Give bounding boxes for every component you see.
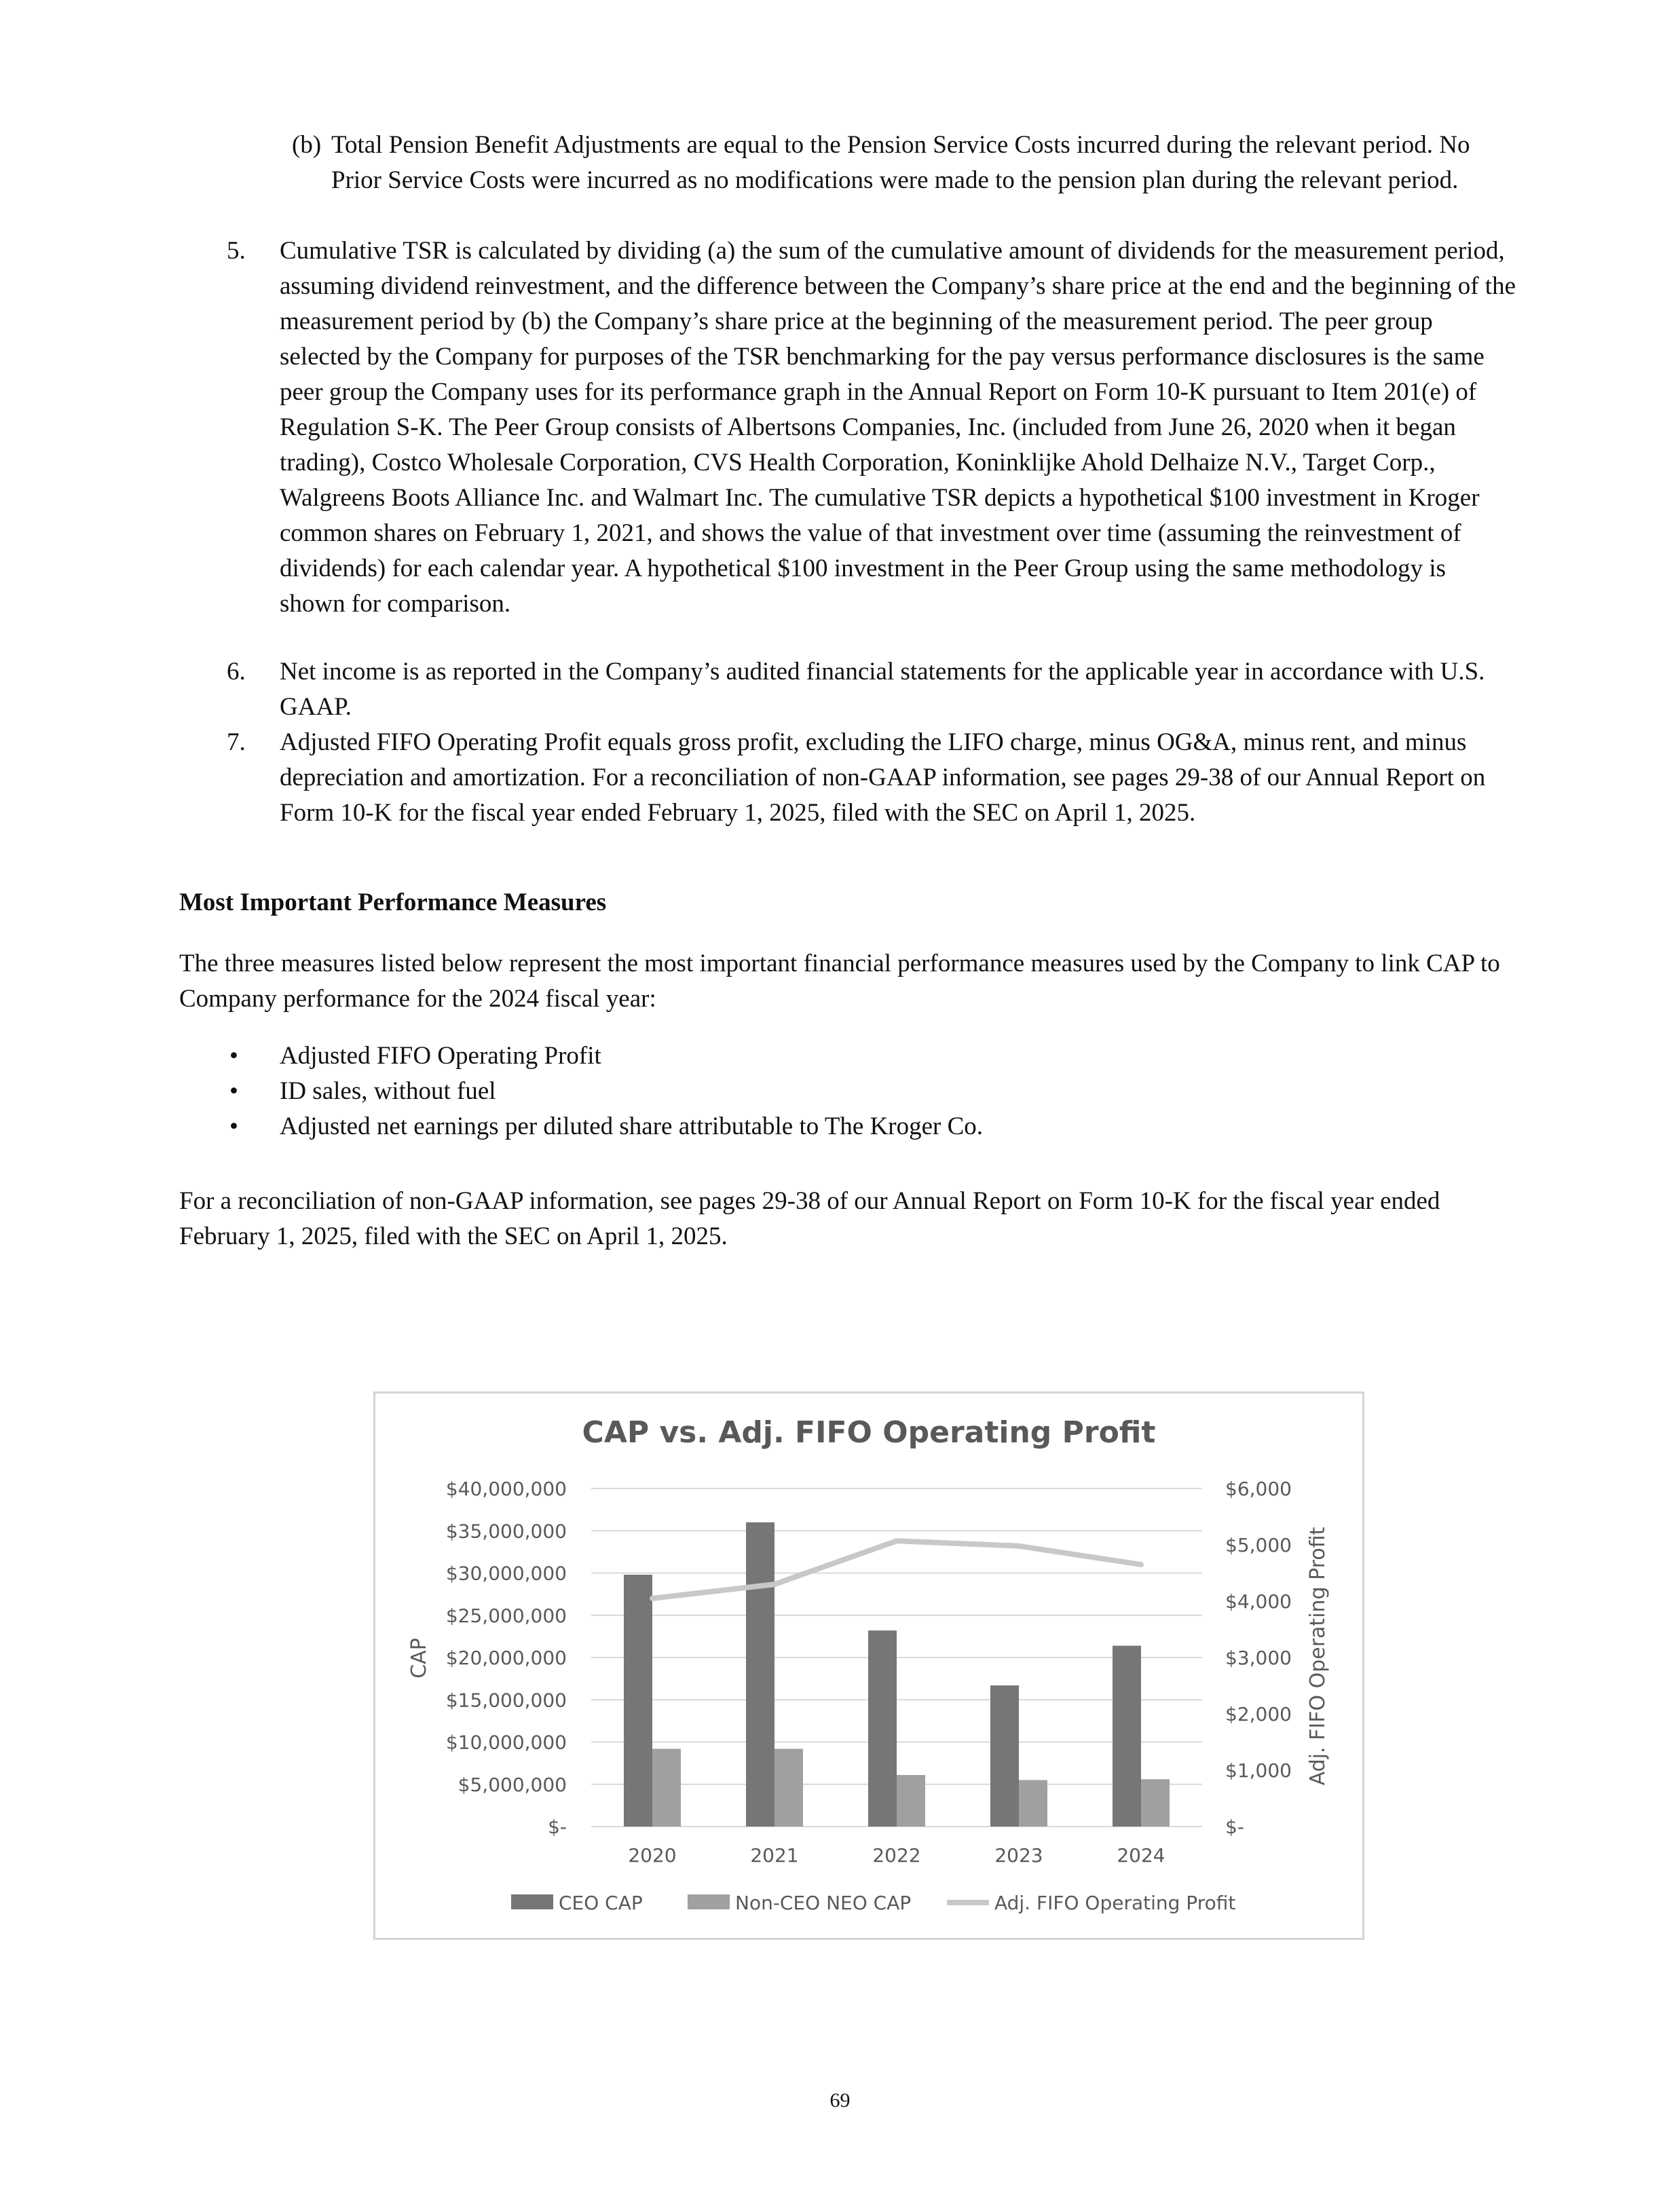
y2-tick-label: $4,000 [1225, 1590, 1292, 1613]
list-item-text: ID sales, without fuel [280, 1077, 496, 1105]
footnote-text: Adjusted FIFO Operating Profit equals gross profit, excluding the LIFO charge, minus OG&A, minus rent, and minus depreciation and amortization. For a reconciliation of non-GAAP information, see pages 29-38 of our Annual Report on Form 10-K for the fiscal year ended February 1, 2025, filed with the SEC on April 1, 2025. [280, 728, 1486, 827]
bar-non-ceo-neo-cap [774, 1748, 803, 1827]
x-tick-label: 2024 [1117, 1844, 1165, 1867]
footnote-item-b [292, 128, 1507, 198]
bullet-icon: • [229, 1042, 238, 1070]
list-item [227, 1109, 983, 1144]
bar-non-ceo-neo-cap [897, 1775, 925, 1827]
bar-ceo-cap [990, 1685, 1019, 1827]
bar-non-ceo-neo-cap [1019, 1780, 1047, 1827]
y-tick-label: $30,000,000 [445, 1562, 567, 1585]
legend-label: Adj. FIFO Operating Profit [994, 1892, 1236, 1914]
bar-non-ceo-neo-cap [1141, 1779, 1170, 1827]
page-number: 69 [829, 2089, 851, 2112]
y2-tick-label: $1,000 [1225, 1759, 1292, 1782]
list-item [227, 1074, 496, 1109]
y2-axis-label: Adj. FIFO Operating Profit [1306, 1527, 1330, 1786]
list-item-text: Adjusted FIFO Operating Profit [280, 1042, 601, 1070]
footnote-6 [227, 654, 1516, 725]
y-axis-label: CAP [407, 1638, 431, 1679]
cap-chart [373, 1391, 1364, 1940]
y-tick-label: $25,000,000 [445, 1604, 567, 1627]
y-tick-label: $- [548, 1816, 567, 1838]
legend-label: Non-CEO NEO CAP [735, 1892, 912, 1914]
footnote-number: 6. [227, 658, 246, 686]
bar-ceo-cap [624, 1575, 652, 1827]
legend-label: CEO CAP [559, 1892, 643, 1914]
x-tick-label: 2022 [872, 1844, 921, 1867]
footnote-5 [227, 233, 1516, 622]
bullet-icon: • [229, 1112, 238, 1140]
bar-ceo-cap [1113, 1646, 1141, 1827]
y-tick-label: $35,000,000 [445, 1520, 567, 1543]
list-item-text: Adjusted net earnings per diluted share attributable to The Kroger Co. [280, 1112, 984, 1140]
footnote-number: 5. [227, 237, 246, 265]
x-tick-label: 2023 [994, 1844, 1043, 1867]
y-tick-label: $5,000,000 [458, 1773, 567, 1796]
y-tick-label: $20,000,000 [445, 1647, 567, 1669]
y2-tick-label: $- [1225, 1816, 1244, 1838]
footnote-item-b-text: Total Pension Benefit Adjustments are equal to the Pension Service Costs incurred during the relevant period. No Prior Service Costs were incurred as no modifications were made to the pension plan during the relevant period. [331, 131, 1470, 194]
footnote-text: Cumulative TSR is calculated by dividing (a) the sum of the cumulative amount of dividends for the measurement period, assuming dividend reinvestment, and the difference between the Company’s share price at the end and the beginning of the measurement period by (b) the Company’s share price at the beginning of the measurement period. The peer group selected by the Company for purposes of the TSR benchmarking for the pay versus performance disclosures is the same peer group the Company uses for its performance graph in the Annual Report on Form 10-K pursuant to Item 201(e) of Regulation S-K. The Peer Group consists of Albertsons Companies, Inc. (included from June 26, 2020 when it began trading), Costco Wholesale Corporation, CVS Health Corporation, Koninklijke Ahold Delhaize N.V., Target Corp., Walgreens Boots Alliance Inc. and Walmart Inc. The cumulative TSR depicts a hypothetical $100 investment in Kroger common shares on February 1, 2021, and shows the value of that investment over time (assuming the reinvestment of dividends) for each calendar year. A hypothetical $100 investment in the Peer Group using the same methodology is shown for comparison. [280, 237, 1516, 618]
y2-tick-label: $5,000 [1225, 1534, 1292, 1556]
y-tick-label: $40,000,000 [445, 1478, 567, 1500]
legend-swatch [688, 1894, 730, 1909]
reconciliation-paragraph: For a reconciliation of non-GAAP information, see pages 29-38 of our Annual Report on Form 10-K for the fiscal year ended February 1, 2025, filed with the SEC on April 1, 2025. [179, 1187, 1440, 1250]
intro-paragraph: The three measures listed below represent the most important financial performance measures used by the Company to link CAP to Company performance for the 2024 fiscal year: [179, 950, 1500, 1013]
legend-swatch [511, 1894, 553, 1909]
y2-tick-label: $3,000 [1225, 1647, 1292, 1669]
y-tick-label: $15,000,000 [445, 1689, 567, 1712]
chart-canvas [375, 1393, 1362, 1938]
list-item [227, 1039, 601, 1074]
bullet-icon: • [229, 1077, 238, 1105]
bar-ceo-cap [746, 1522, 774, 1827]
section-heading: Most Important Performance Measures [179, 888, 607, 916]
x-tick-label: 2020 [628, 1844, 677, 1867]
footnote-number: 7. [227, 728, 246, 756]
line-adj-fifo-operating-profit [652, 1541, 1141, 1598]
x-tick-label: 2021 [750, 1844, 799, 1867]
y2-tick-label: $2,000 [1225, 1703, 1292, 1725]
bar-ceo-cap [868, 1630, 897, 1827]
footnote-item-b-label: (b) [292, 131, 322, 159]
footnote-7 [227, 725, 1516, 831]
footnote-text: Net income is as reported in the Company’s audited financial statements for the applicable year in accordance with U.S. GAAP. [280, 658, 1485, 721]
chart-title: CAP vs. Adj. FIFO Operating Profit [582, 1415, 1156, 1450]
y2-tick-label: $6,000 [1225, 1478, 1292, 1500]
y-tick-label: $10,000,000 [445, 1731, 567, 1754]
bar-non-ceo-neo-cap [652, 1748, 681, 1827]
